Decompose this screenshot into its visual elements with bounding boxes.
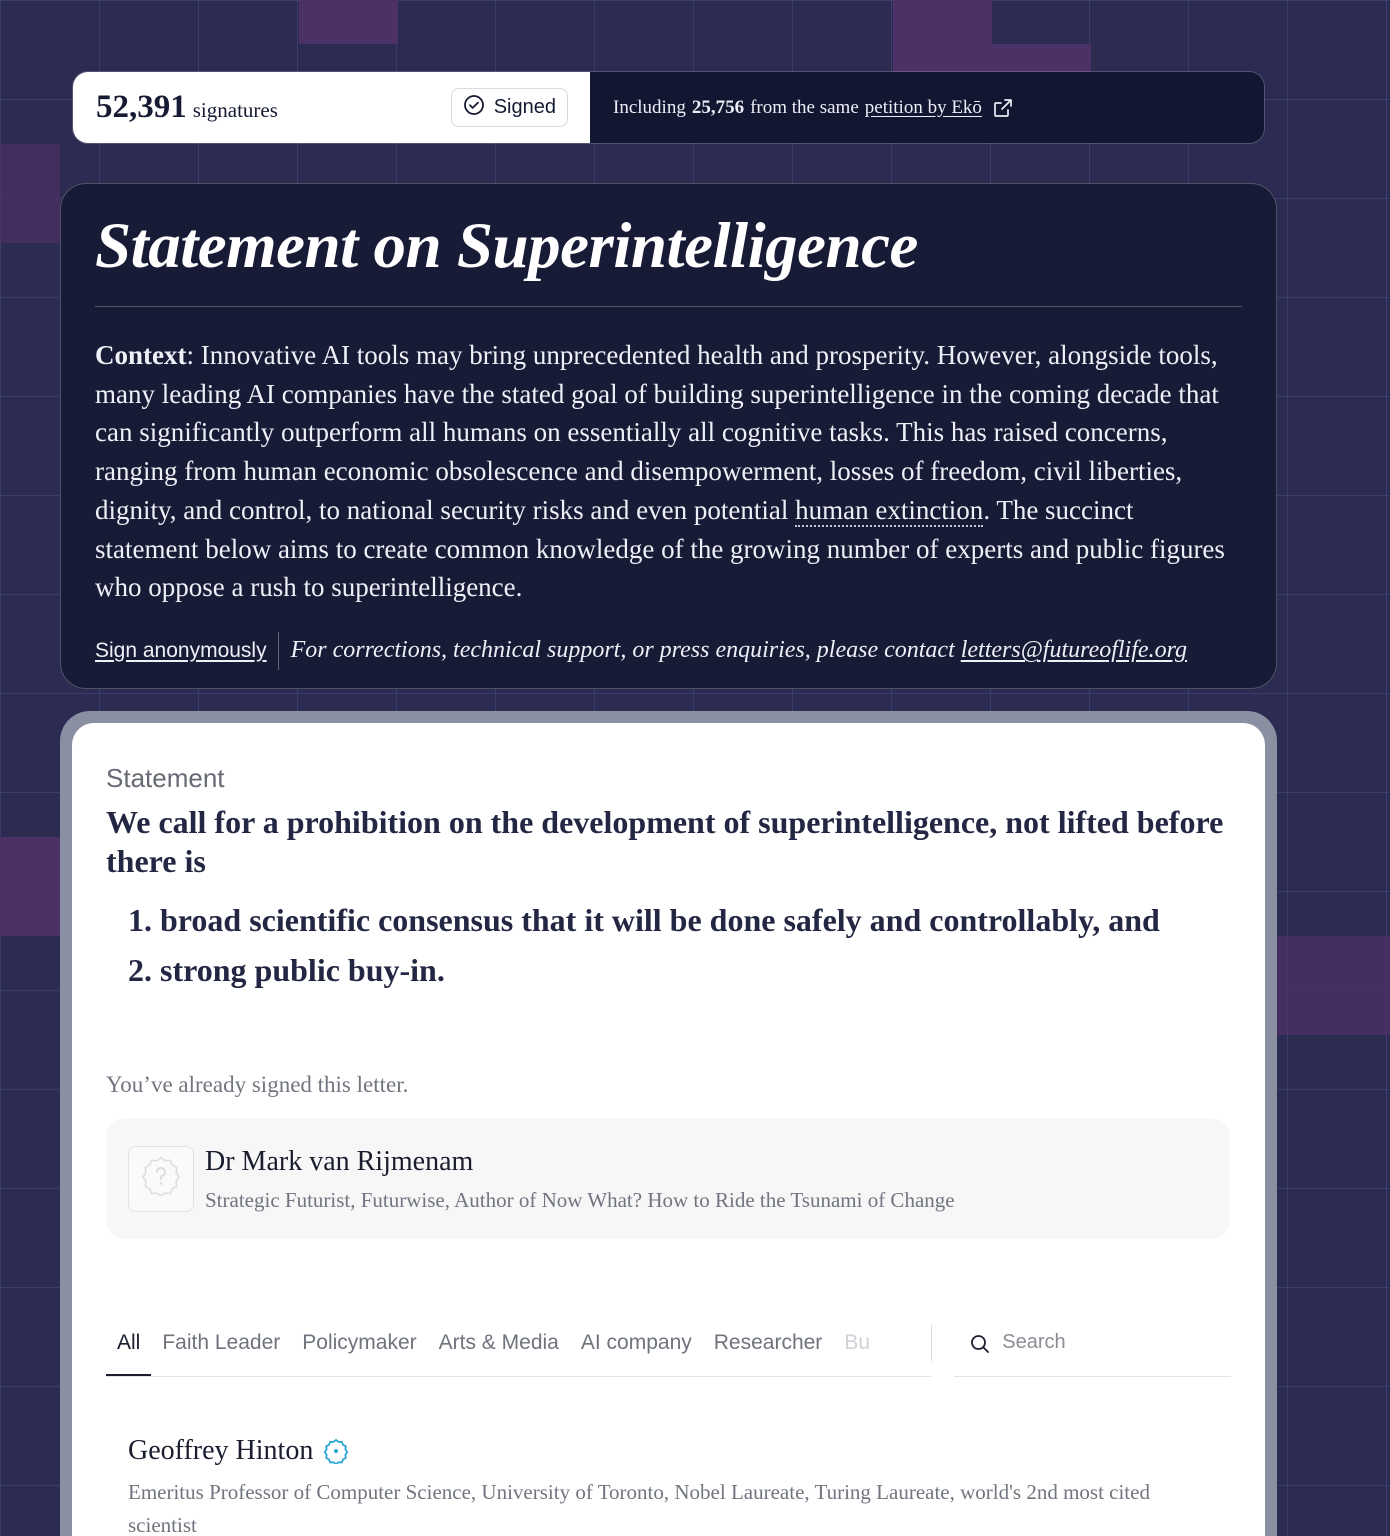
person-role: Emeritus Professor of Computer Science, University of Toronto, Nobel Laureate, Turing Laureate, world's 2nd most cited scientist <box>128 1480 1150 1536</box>
page-title: Statement on Superintelligence <box>95 210 918 282</box>
context-footer <box>95 632 1242 670</box>
background-tile <box>299 0 398 44</box>
tab-arts-media[interactable]: Arts & Media <box>438 1331 559 1354</box>
context-label: Context <box>95 340 187 370</box>
statement-label: Statement <box>106 763 225 793</box>
list-item <box>106 1434 1231 1536</box>
background-tile <box>893 0 992 72</box>
human-extinction-link[interactable]: human extinction <box>795 494 984 525</box>
context-panel <box>60 183 1277 689</box>
search-input[interactable] <box>1002 1331 1222 1354</box>
question-mark-icon <box>141 1156 181 1201</box>
tabs-divider <box>931 1325 932 1361</box>
avatar <box>128 1146 194 1212</box>
background-tile <box>0 837 60 936</box>
statement-main: We call for a prohibition on the development of superintelligence, not lifted before there is <box>106 804 1224 879</box>
context-text-part1: : Innovative AI tools may bring unprecedented health and prosperity. However, alongside tools, many leading AI companies have the stated goal of building superintelligence in the coming decade that can significantly outperform all humans on essentially all cognitive tasks. This has raised concerns, ranging from human economic obsolescence and disempowerment, losses of freedom, civil liberties, dignity, and control, to national security risks and even potential <box>95 340 1219 525</box>
including-prefix: Including <box>613 96 686 118</box>
search-box[interactable] <box>954 1317 1231 1377</box>
already-signed-notice: You’ve already signed this letter. <box>106 1072 409 1097</box>
person-name: Geoffrey Hinton <box>128 1435 314 1466</box>
tab-ai-company[interactable]: AI company <box>580 1331 692 1354</box>
contact-email-link[interactable]: letters@futureoflife.org <box>960 637 1188 664</box>
signer-card <box>106 1118 1230 1239</box>
context-text-part2: . The succinct statement below aims to create common knowledge of the growing number of experts and public figures who oppose a rush to superintelligence. <box>95 494 1225 603</box>
background-tile <box>1277 936 1390 1035</box>
tab-faith-leader[interactable]: Faith Leader <box>162 1331 281 1354</box>
signer-info <box>205 1145 955 1213</box>
statement-conditions <box>106 895 1231 995</box>
signed-label: Signed <box>493 96 556 118</box>
signatures-bar <box>72 71 1265 144</box>
check-circle-icon <box>463 94 485 122</box>
tab-all[interactable]: All <box>106 1317 151 1376</box>
signed-button[interactable] <box>451 88 568 127</box>
filter-bar <box>106 1317 1231 1377</box>
statement-card <box>72 723 1265 1536</box>
contact-text <box>279 637 1187 664</box>
petition-link[interactable]: petition by Ekō <box>864 96 982 118</box>
verified-badge-icon <box>323 1438 349 1464</box>
tab-business[interactable]: Bu <box>844 1331 870 1354</box>
background-tile <box>0 144 60 243</box>
signature-count: 52,391 <box>96 89 187 125</box>
statement-condition: 2. strong public buy-in. <box>128 952 445 988</box>
search-icon <box>970 1334 990 1354</box>
including-count: 25,756 <box>691 96 745 118</box>
person-name-row <box>128 1434 1231 1468</box>
including-suffix: from the same <box>750 96 859 118</box>
background-tile <box>992 44 1091 72</box>
including-info <box>590 72 1264 143</box>
signer-role: Strategic Futurist, Futurwise, Author of Now What? How to Ride the Tsunami of Change <box>205 1187 955 1212</box>
signature-label: signatures <box>192 98 278 122</box>
external-link-icon[interactable] <box>992 97 1014 119</box>
statement-condition: 1. broad scientific consensus that it will be done safely and controllably, and <box>128 902 1160 938</box>
title-divider <box>95 306 1242 307</box>
category-tabs <box>106 1317 931 1377</box>
tab-policymaker[interactable]: Policymaker <box>302 1331 417 1354</box>
context-paragraph <box>95 336 1242 607</box>
sign-anonymously-link[interactable]: Sign anonymously <box>95 632 279 670</box>
contact-prefix: For corrections, technical support, or press enquiries, please contact <box>290 637 961 664</box>
signature-count-area <box>73 72 590 143</box>
signer-name: Dr Mark van Rijmenam <box>205 1145 474 1177</box>
tab-researcher[interactable]: Researcher <box>713 1331 823 1354</box>
